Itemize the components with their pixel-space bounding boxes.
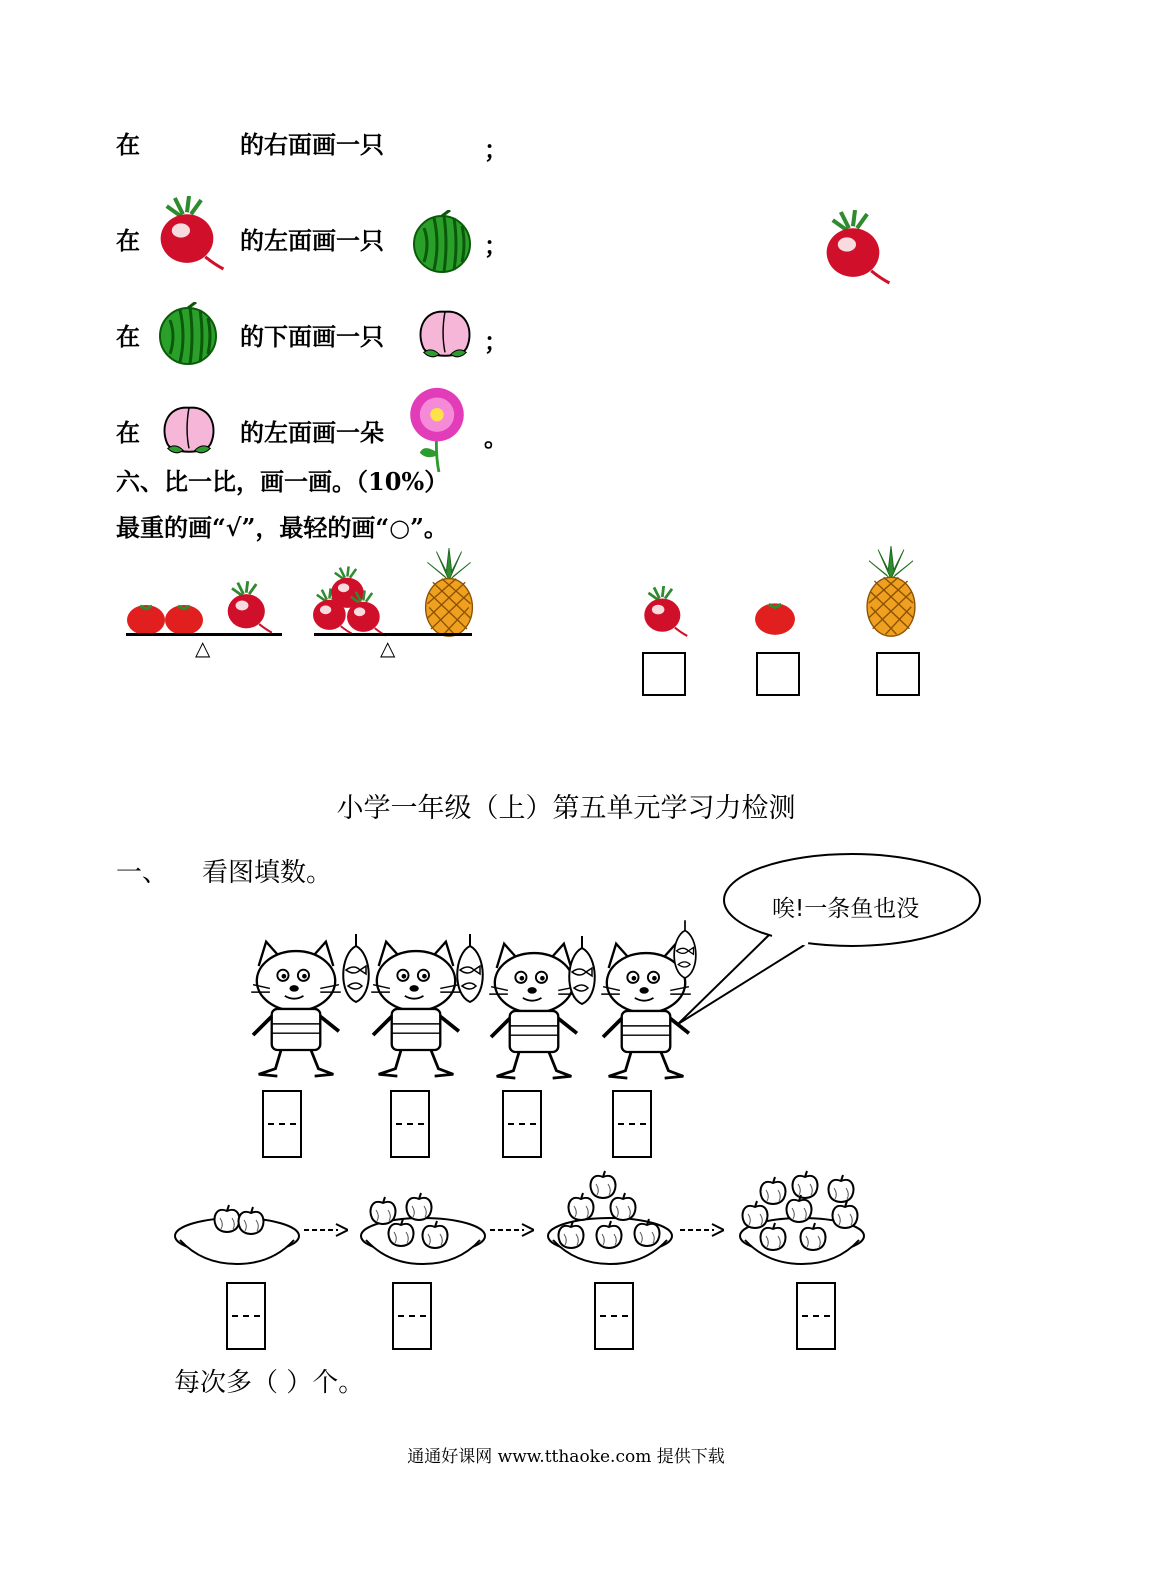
speech-bubble (660, 848, 990, 1028)
radish-icon (152, 196, 224, 272)
speech-text: 唉!一条鱼也没 (772, 896, 920, 922)
radish-icon (222, 580, 272, 636)
pineapple-icon (422, 548, 476, 638)
tomato-icon (754, 598, 796, 636)
peach-icon (414, 304, 476, 364)
watermelon-icon (156, 302, 220, 366)
fulcrum: △ (195, 636, 211, 660)
tomato-icon (126, 600, 166, 636)
answer-box-pineapple[interactable] (876, 652, 920, 696)
row4-zai: 在 (116, 418, 140, 447)
footer: 通通好课网 www.tthaoke.com 提供下载 (407, 1447, 725, 1467)
row2-end: ； (484, 231, 508, 260)
section6-instruction: 最重的画“√”，最轻的画“○”。 (116, 513, 448, 542)
q1-number: 一、 (116, 858, 169, 888)
apple-answer-box-2[interactable] (392, 1282, 432, 1350)
row3-text: 的下面画一只 (240, 322, 384, 351)
pineapple-icon (862, 546, 920, 638)
apple-plate-icon (542, 1170, 678, 1270)
radish-icon (638, 586, 688, 638)
apple-answer-box-3[interactable] (594, 1282, 634, 1350)
apple-plate-icon (734, 1170, 874, 1270)
row1-end: ； (484, 135, 508, 164)
radish-icon (818, 210, 890, 286)
fish-bag-icon (668, 920, 702, 980)
row1-text: 的右面画一只 (240, 130, 384, 159)
arrow-icon (490, 1222, 534, 1238)
fulcrum: △ (380, 636, 396, 660)
radish-icon (342, 590, 386, 638)
answer-box-tomato[interactable] (756, 652, 800, 696)
arrow-icon (304, 1222, 348, 1238)
row2-text: 的左面画一只 (240, 226, 384, 255)
row2-zai: 在 (116, 226, 140, 255)
row1-zai: 在 (116, 130, 140, 159)
cat-answer-box-4[interactable] (612, 1090, 652, 1158)
apple-plate-icon (358, 1188, 488, 1268)
section6-title: 六、比一比，画一画。（10%） (116, 467, 449, 496)
q1-label: 看图填数。 (202, 858, 333, 888)
answer-box-radish[interactable] (642, 652, 686, 696)
answer-line: 每次多（ ）个。 (174, 1368, 365, 1398)
tomato-icon (164, 600, 204, 636)
cat-answer-box-1[interactable] (262, 1090, 302, 1158)
row4-end: 。 (484, 423, 508, 452)
unit-title: 小学一年级（上）第五单元学习力检测 (336, 793, 796, 824)
arrow-icon (680, 1222, 724, 1238)
cat-answer-box-2[interactable] (390, 1090, 430, 1158)
apple-answer-box-4[interactable] (796, 1282, 836, 1350)
apple-plate-icon (172, 1196, 302, 1268)
row3-zai: 在 (116, 322, 140, 351)
row3-end: ； (484, 327, 508, 356)
row4-text: 的左面画一朵 (240, 418, 384, 447)
peach-icon (158, 400, 220, 460)
apple-answer-box-1[interactable] (226, 1282, 266, 1350)
watermelon-icon (410, 210, 474, 274)
cat-answer-box-3[interactable] (502, 1090, 542, 1158)
flower-icon (406, 386, 468, 472)
